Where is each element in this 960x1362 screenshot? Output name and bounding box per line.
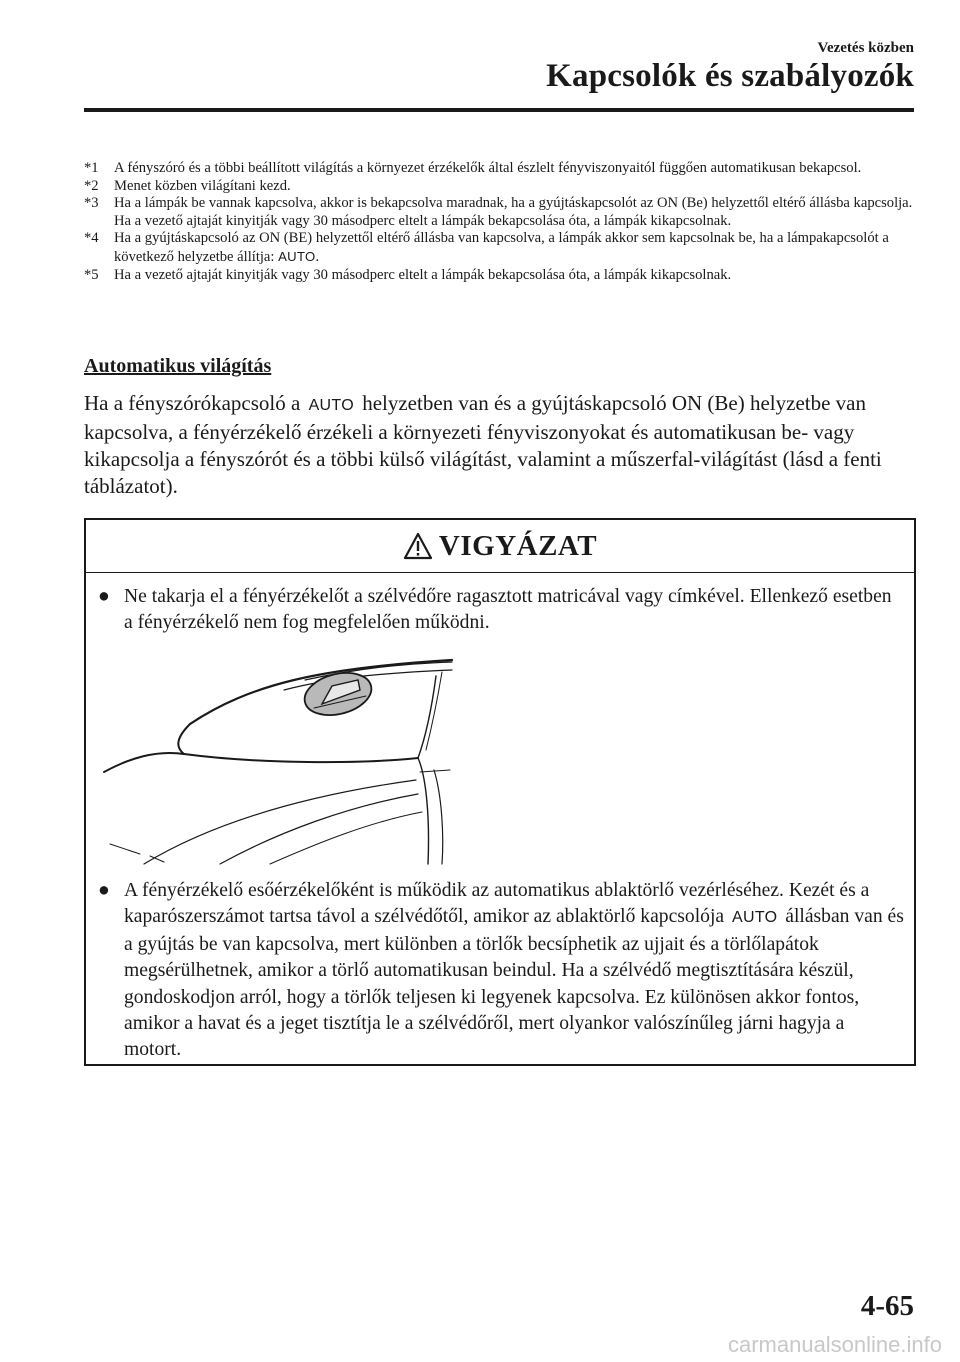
body-text-after: helyzetben van és a gyújtáskapcsoló ON (Be) helyzetbe van kapcsolva, a fényérzékelő érzékeli a környezeti fényviszonyokat és automatikusan be- vagy kikapcsolja a fényszórót és a többi külső világítást, valamint a műszerfal-világítást (lásd a fenti táblázatot). (84, 391, 882, 498)
watermark: carmanualsonline.info (727, 1332, 942, 1357)
footnote-mark: *2 (84, 177, 99, 194)
bullet-text-before: A fényérzékelő esőérzékelőként is működik az automatikus ablaktörlő vezérléséhez. Kezét és a kaparószerszámot tartsa távol a szélvédőtől, amikor az ablaktörlő kapcsolója (124, 880, 870, 928)
footnote-mark: *5 (84, 266, 99, 283)
header-rule (84, 108, 914, 112)
footnote-2 (84, 178, 914, 196)
footnote-mark: *1 (84, 160, 99, 176)
footnote-mark: *3 (84, 195, 99, 212)
caution-title: VIGYÁZAT (438, 529, 598, 562)
windshield-light-sensor-illustration (100, 646, 470, 866)
footnote-text: Menet közben világítani kezd. (114, 177, 291, 194)
auto-symbol: AUTO (278, 248, 316, 264)
chapter-title: Kapcsolók és szabályozók (546, 58, 914, 94)
caution-bullet-1 (98, 584, 904, 637)
footnote-mark: *4 (84, 230, 99, 247)
caution-box (84, 518, 916, 1066)
caution-bullet-2 (98, 878, 904, 1064)
section-body (84, 390, 916, 500)
bullet-text-after: állásban van és a gyújtás be van kapcsolva, mert különben a törlők becsíphetik az ujjait és a törlőlapátok megsérülhetnek, amikor a törlő automatikusan beindul. Ha a szélvédő megtisztítására készül, gondoskodjon arról, hogy a törlők teljesen ki legyenek kapcsolva. Ez különösen akkor fontos, amikor a havat és a jeget tisztítja le a szélvédőről, mert olyankor valószínűleg járni hagyja a motort. (124, 906, 904, 1061)
section-title: Vezetés közben (817, 40, 914, 56)
footnote-text: Ha a lámpák be vannak kapcsolva, akkor is bekapcsolva maradnak, ha a gyújtáskapcsolót az ON (Be) helyzettől eltérő állásba kapcsolja. Ha a vezető ajtaját kinyitják vagy 30 másodperc eltelt a lámpák bekapcsolása óta, a lámpák kikapcsolnak. (114, 195, 913, 229)
footnote-text-before: Ha a gyújtáskapcsoló az ON (BE) helyzettől eltérő állásba van kapcsolva, a lámpák akkor sem kapcsolnak be, ha a lámpakapcsolót a következő helyzetbe állítja: (114, 230, 889, 265)
footnote-text (114, 230, 914, 266)
warning-triangle-icon (403, 532, 433, 560)
bullet-marker: ● (98, 880, 110, 901)
bullet-marker: ● (98, 586, 110, 607)
footnote-text: A fényszóró és a többi beállított világítás a környezet érzékelők által észlelt fényviszonyaitól függően automatikusan bekapcsol. (114, 160, 862, 176)
body-text-before: Ha a fényszórókapcsoló a (84, 391, 306, 415)
footnote-text: Ha a vezető ajtaját kinyitják vagy 30 másodperc eltelt a lámpák bekapcsolása óta, a lámpák kikapcsolnak. (114, 266, 732, 283)
footnote-text-after: . (315, 248, 320, 265)
page-number: 4-65 (860, 1290, 914, 1322)
footnote-1 (84, 160, 914, 178)
footnote-5 (84, 267, 914, 285)
footnote-3 (84, 195, 914, 230)
bullet-text: Ne takarja el a fényérzékelőt a szélvédőre ragasztott matricával vagy címkével. Ellenkező esetben a fényérzékelő nem fog megfelelően működni. (124, 586, 892, 634)
auto-symbol: AUTO (308, 397, 354, 414)
bullet-text (124, 878, 904, 1064)
caution-header (86, 520, 914, 573)
section-heading: Automatikus világítás (84, 355, 272, 377)
footnotes (84, 160, 914, 284)
auto-symbol: AUTO (732, 909, 778, 927)
footnote-4 (84, 230, 914, 266)
